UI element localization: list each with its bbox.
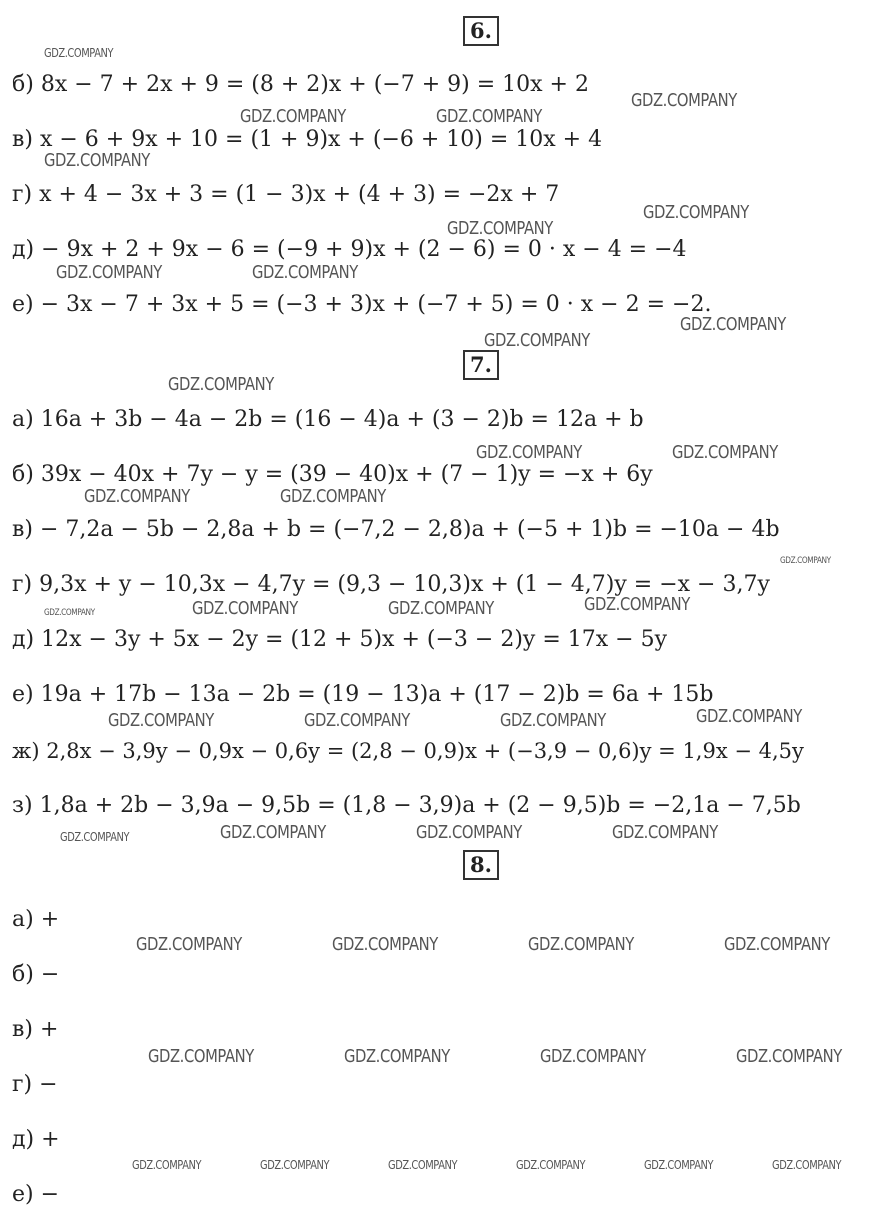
section-number-8: 8. <box>463 850 499 880</box>
watermark: GDZ.COMPANY <box>780 556 831 566</box>
equation: 16a + 3b − 4a − 2b = (16 − 4)a + (3 − 2)b = 12a + b <box>40 407 644 432</box>
watermark: GDZ.COMPANY <box>672 442 778 463</box>
watermark: GDZ.COMPANY <box>736 1046 842 1067</box>
item-label: д) <box>12 237 35 262</box>
watermark: GDZ.COMPANY <box>252 262 358 283</box>
answer: − <box>40 962 60 987</box>
item-label: б) <box>12 72 34 97</box>
answer-line <box>12 1015 58 1045</box>
equation: 19a + 17b − 13a − 2b = (19 − 13)a + (17 − 2)b = 6a + 15b <box>40 682 714 707</box>
watermark: GDZ.COMPANY <box>304 710 410 731</box>
watermark: GDZ.COMPANY <box>388 1158 458 1172</box>
equation: 1,8a + 2b − 3,9a − 9,5b = (1,8 − 3,9)a + (2 − 9,5)b = −2,1a − 7,5b <box>39 793 801 818</box>
item-label: е) <box>12 292 34 317</box>
watermark: GDZ.COMPANY <box>84 486 190 507</box>
item-label: в) <box>12 1017 33 1042</box>
equation: 8x − 7 + 2x + 9 = (8 + 2)x + (−7 + 9) = 10x + 2 <box>40 72 589 97</box>
watermark: GDZ.COMPANY <box>280 486 386 507</box>
watermark: GDZ.COMPANY <box>344 1046 450 1067</box>
watermark: GDZ.COMPANY <box>516 1158 586 1172</box>
item-label: е) <box>12 682 34 707</box>
equation-line <box>12 736 804 766</box>
answer-line <box>12 960 59 990</box>
item-label: г) <box>12 1072 33 1097</box>
watermark: GDZ.COMPANY <box>260 1158 330 1172</box>
watermark: GDZ.COMPANY <box>240 106 346 127</box>
watermark: GDZ.COMPANY <box>643 202 749 223</box>
answer: + <box>41 1127 60 1152</box>
equation: 39x − 40x + 7y − y = (39 − 40)x + (7 − 1)y = −x + 6y <box>40 462 653 487</box>
equation-line <box>12 791 801 821</box>
watermark: GDZ.COMPANY <box>44 150 150 171</box>
watermark: GDZ.COMPANY <box>680 314 786 335</box>
item-label: ж) <box>12 739 40 763</box>
watermark: GDZ.COMPANY <box>44 46 114 60</box>
watermark: GDZ.COMPANY <box>388 598 494 619</box>
answer-line <box>12 905 59 935</box>
watermark: GDZ.COMPANY <box>148 1046 254 1067</box>
item-label: е) <box>12 1182 34 1207</box>
equation: 2,8x − 3,9y − 0,9x − 0,6y = (2,8 − 0,9)x + (−3,9 − 0,6)y = 1,9x − 4,5y <box>46 739 804 763</box>
item-label: б) <box>12 462 34 487</box>
watermark: GDZ.COMPANY <box>584 594 690 615</box>
equation-line <box>12 515 780 545</box>
watermark: GDZ.COMPANY <box>416 822 522 843</box>
watermark: GDZ.COMPANY <box>631 90 737 111</box>
watermark: GDZ.COMPANY <box>484 330 590 351</box>
answer: − <box>40 1182 60 1207</box>
watermark: GDZ.COMPANY <box>724 934 830 955</box>
item-label: а) <box>12 407 34 432</box>
watermark: GDZ.COMPANY <box>132 1158 202 1172</box>
answer: + <box>39 1017 59 1042</box>
watermark: GDZ.COMPANY <box>476 442 582 463</box>
watermark: GDZ.COMPANY <box>644 1158 714 1172</box>
equation-line <box>12 290 711 320</box>
item-label: в) <box>12 127 33 152</box>
item-label: г) <box>12 182 33 207</box>
equation: 12x − 3y + 5x − 2y = (12 + 5)x + (−3 − 2)y = 17x − 5y <box>41 627 667 652</box>
answer-line <box>12 1180 59 1210</box>
answer-line <box>12 1070 58 1100</box>
watermark: GDZ.COMPANY <box>56 262 162 283</box>
equation-line <box>12 235 687 265</box>
item-label: д) <box>12 627 35 652</box>
watermark: GDZ.COMPANY <box>60 830 130 844</box>
section-number-7: 7. <box>463 350 499 380</box>
answer-line <box>12 1125 60 1155</box>
equation: x − 6 + 9x + 10 = (1 + 9)x + (−6 + 10) = 10x + 4 <box>39 127 603 152</box>
equation: x + 4 − 3x + 3 = (1 − 3)x + (4 + 3) = −2x + 7 <box>39 182 560 207</box>
item-label: д) <box>12 1127 35 1152</box>
watermark: GDZ.COMPANY <box>436 106 542 127</box>
watermark: GDZ.COMPANY <box>220 822 326 843</box>
item-label: в) <box>12 517 33 542</box>
watermark: GDZ.COMPANY <box>612 822 718 843</box>
answer: − <box>39 1072 58 1097</box>
watermark: GDZ.COMPANY <box>332 934 438 955</box>
watermark: GDZ.COMPANY <box>108 710 214 731</box>
watermark: GDZ.COMPANY <box>192 598 298 619</box>
equation: − 9x + 2 + 9x − 6 = (−9 + 9)x + (2 − 6) = 0 · x − 4 = −4 <box>41 237 687 262</box>
watermark: GDZ.COMPANY <box>500 710 606 731</box>
equation: − 3x − 7 + 3x + 5 = (−3 + 3)x + (−7 + 5) = 0 · x − 2 = −2. <box>40 292 712 317</box>
equation-line <box>12 680 713 710</box>
item-label: б) <box>12 962 34 987</box>
equation: − 7,2a − 5b − 2,8a + b = (−7,2 − 2,8)a + (−5 + 1)b = −10a − 4b <box>39 517 780 542</box>
item-label: з) <box>12 793 33 818</box>
section-number-6: 6. <box>463 16 499 46</box>
equation-line <box>12 180 559 210</box>
equation-line <box>12 70 589 100</box>
watermark: GDZ.COMPANY <box>528 934 634 955</box>
equation: 9,3x + y − 10,3x − 4,7y = (9,3 − 10,3)x + (1 − 4,7)y = −x − 3,7y <box>39 572 770 597</box>
watermark: GDZ.COMPANY <box>44 608 95 618</box>
equation-line <box>12 405 644 435</box>
watermark: GDZ.COMPANY <box>136 934 242 955</box>
watermark: GDZ.COMPANY <box>696 706 802 727</box>
watermark: GDZ.COMPANY <box>540 1046 646 1067</box>
item-label: а) <box>12 907 34 932</box>
equation-line <box>12 625 667 655</box>
answer: + <box>40 907 60 932</box>
watermark: GDZ.COMPANY <box>168 374 274 395</box>
watermark: GDZ.COMPANY <box>772 1158 842 1172</box>
item-label: г) <box>12 572 33 597</box>
watermark: GDZ.COMPANY <box>447 218 553 239</box>
